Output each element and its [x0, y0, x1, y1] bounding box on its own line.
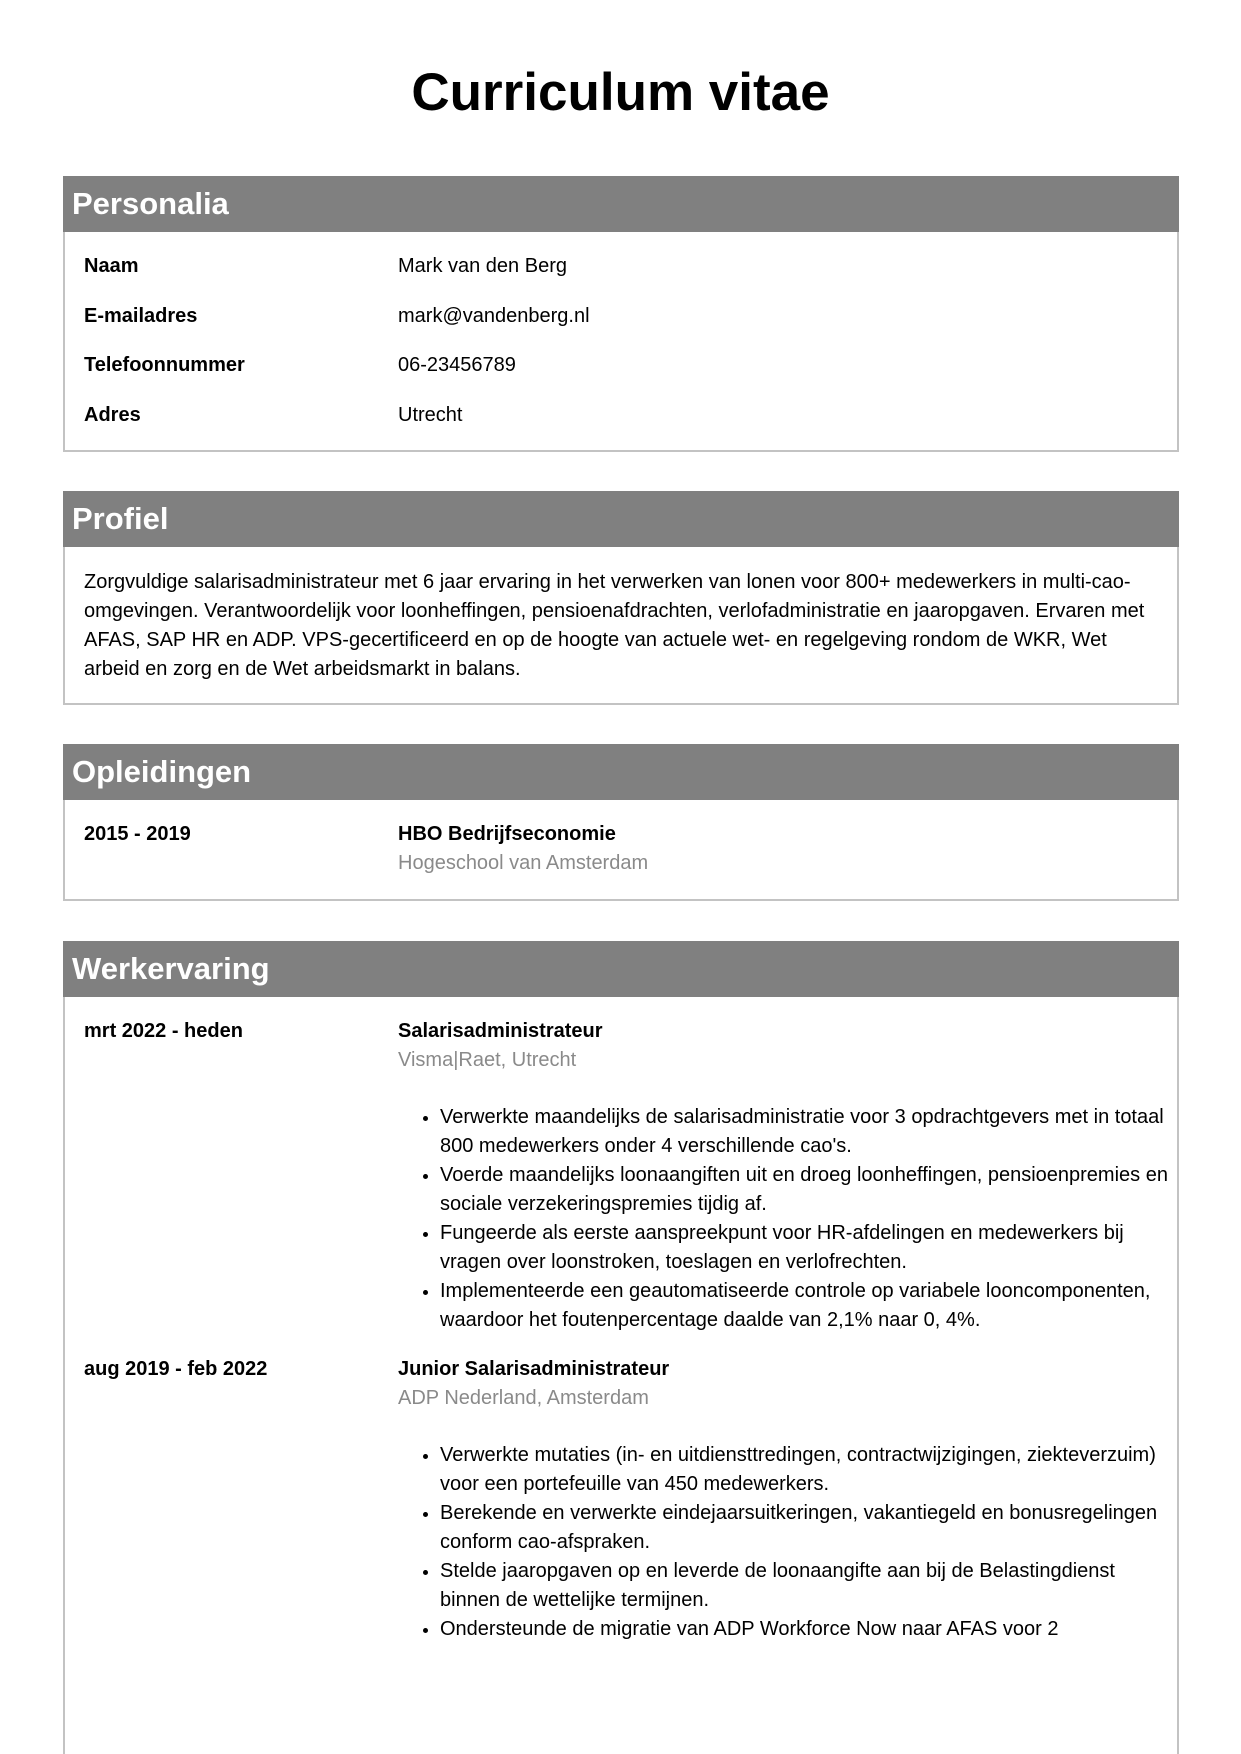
education-period: 2015 - 2019 [84, 823, 191, 845]
personalia-row-email [65, 292, 1177, 342]
field-label: Adres [84, 403, 141, 426]
job-responsibilities [398, 1441, 1177, 1644]
list-item: • Fungeerde als eerste aanspreekpunt voor HR-afdelingen en medewerkers bij vragen over loonstroken, toeslagen en verlofrechten. [440, 1219, 1177, 1277]
job-company: Visma|Raet, Utrecht [398, 1049, 577, 1071]
name-value: Mark van den Berg [398, 255, 567, 277]
section-opleidingen [63, 744, 1179, 901]
list-item: • Voerde maandelijks loonaangiften uit en droeg loonheffingen, pensioenpremies en sociale verzekeringspremies tijdig af. [440, 1161, 1177, 1219]
list-item: • Implementeerde een geautomatiseerde controle op variabele looncomponenten, waardoor het foutenpercentage daalde van 2,1% naar 0, 4%. [440, 1277, 1177, 1335]
list-item: • Ondersteunde de migratie van ADP Workforce Now naar AFAS voor 2 [440, 1615, 1177, 1644]
job-company: ADP Nederland, Amsterdam [398, 1387, 649, 1409]
personalia-row-phone [65, 341, 1177, 391]
profile-summary: Zorgvuldige salarisadministrateur met 6 jaar ervaring in het verwerken van lonen voor 800+ medewerkers in multi-cao-omgevingen. Verantwoordelijk voor loonheffingen, pensioenafdrachten, verlofadministratie en jaaropgaven. Ervaren met AFAS, SAP HR en ADP. VPS-gecertificeerd en op de hoogte van actuele wet- en regelgeving rondom de WKR, Wet arbeid en zorg en de Wet arbeidsmarkt in balans. [84, 571, 1145, 680]
list-item: • Verwerkte maandelijks de salarisadministratie voor 3 opdrachtgevers met in totaal 800 medewerkers onder 4 verschillende cao's. [440, 1103, 1177, 1161]
job-period: aug 2019 - feb 2022 [84, 1358, 268, 1380]
job-entry [65, 1017, 1177, 1335]
section-heading-profiel: Profiel [63, 491, 1179, 547]
phone-value: 06-23456789 [398, 354, 516, 376]
address-value: Utrecht [398, 403, 463, 426]
section-heading-werkervaring: Werkervaring [63, 941, 1179, 997]
job-responsibilities [398, 1103, 1177, 1335]
education-institution: Hogeschool van Amsterdam [398, 852, 649, 874]
job-role: Salarisadministrateur [398, 1020, 603, 1042]
field-label: Naam [84, 255, 139, 277]
section-werkervaring [63, 941, 1179, 1754]
section-heading-personalia: Personalia [63, 176, 1179, 232]
education-entry [65, 820, 1177, 878]
list-item: • Verwerkte mutaties (in- en uitdiensttredingen, contractwijzigingen, ziekteverzuim) voor een portefeuille van 450 medewerkers. [440, 1441, 1177, 1499]
job-role: Junior Salarisadministrateur [398, 1358, 670, 1380]
education-title: HBO Bedrijfseconomie [398, 823, 616, 845]
section-heading-opleidingen: Opleidingen [63, 744, 1179, 800]
section-personalia [63, 176, 1179, 452]
personalia-row-address [65, 391, 1177, 441]
page-title: Curriculum vitae [411, 63, 830, 122]
job-entry [65, 1355, 1177, 1644]
list-item: • Stelde jaaropgaven op en leverde de loonaangifte aan bij de Belastingdienst binnen de wettelijke termijnen. [440, 1557, 1177, 1615]
section-profiel [63, 491, 1179, 705]
email-value: mark@vandenberg.nl [398, 304, 590, 327]
list-item: • Berekende en verwerkte eindejaarsuitkeringen, vakantiegeld en bonusregelingen conform cao-afspraken. [440, 1499, 1177, 1557]
personalia-row-name [65, 242, 1177, 292]
field-label: Telefoonnummer [84, 354, 245, 376]
job-period: mrt 2022 - heden [84, 1020, 243, 1042]
field-label: E-mailadres [84, 304, 198, 327]
